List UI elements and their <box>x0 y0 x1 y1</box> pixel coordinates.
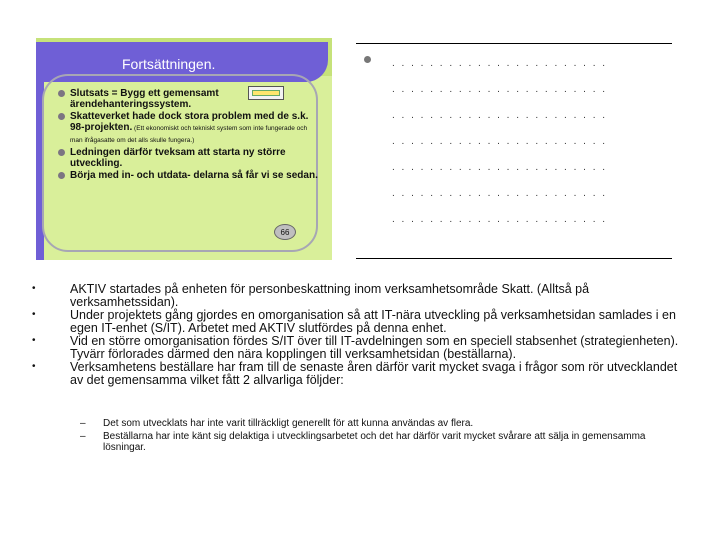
slide-bullet: Skatteverket hade dock stora problem med de s.k. 98-projekten. (Ett ekonomiskt och tekniskt system som inte fungerade och man ifrågasatte om det alls skulle fungera.) <box>58 111 320 146</box>
bullet-dot-icon <box>58 149 65 156</box>
notes-top-rule <box>356 43 672 44</box>
bullet-dot-icon <box>58 90 65 97</box>
notes-line: . . . . . . . . . . . . . . . . . . . . . . . <box>392 110 608 121</box>
bullet-dot-icon <box>58 113 65 120</box>
main-bullet: • Vid en större omorganisation fördes S/IT över till IT-avdelningen som en speciell stabsenhet (strategienheten). Tyvärr förlorades därmed den nära kopplingen till verksamhetsidan (beställarna). <box>32 334 679 361</box>
notes-bottom-rule <box>356 258 672 259</box>
notes-line: . . . . . . . . . . . . . . . . . . . . . . . <box>392 214 608 225</box>
notes-line: . . . . . . . . . . . . . . . . . . . . . . . <box>392 84 608 95</box>
sub-bullet: – Det som utvecklats har inte varit tillräckligt generellt för att kunna användas av flera. <box>80 418 474 429</box>
slide-bullet: Ledningen därför tveksam att starta ny större utveckling. <box>58 147 320 169</box>
notes-line: . . . . . . . . . . . . . . . . . . . . . . . <box>392 188 608 199</box>
slide-bullet: Slutsats = Bygg ett gemensamt ärendehanteringssystem. <box>58 88 320 110</box>
slide-title: Fortsättningen. <box>36 42 328 82</box>
main-bullet: • Under projektets gång gjordes en omorganisation så att IT-nära utveckling på verksamhetsidan samlades i en egen IT-enhet (S/IT). Arbetet med AKTIV slutfördes på denna enhet. <box>32 308 676 335</box>
sub-bullet: – Beställarna har inte känt sig delaktiga i utvecklingsarbetet och det har därför varit mycket svårare att sälja in gemensamma lösningar. <box>80 431 646 453</box>
notes-line: . . . . . . . . . . . . . . . . . . . . . . . <box>392 136 608 147</box>
notes-line: . . . . . . . . . . . . . . . . . . . . . . . <box>392 58 608 69</box>
main-bullet: • AKTIV startades på enheten för personbeskattning inom verksamhetsområde Skatt. (Alltså på verksamhetssidan). <box>32 282 590 309</box>
slide-bullet: Börja med in- och utdata- delarna så får vi se sedan. <box>58 170 320 181</box>
slide-page-number: 66 <box>274 224 296 240</box>
notes-bullet-icon <box>364 56 371 63</box>
slide-bullet-list <box>58 88 320 182</box>
bullet-dot-icon <box>58 172 65 179</box>
notes-line: . . . . . . . . . . . . . . . . . . . . . . . <box>392 162 608 173</box>
notes-lines <box>392 58 607 240</box>
sub-bullet-list <box>80 418 680 455</box>
main-bullet: • Verksamhetens beställare har fram till de senaste åren därför varit mycket svaga i frågor som rör utvecklandet av det gemensamma vilket fått 2 allvarliga följder: <box>32 360 678 387</box>
main-bullet-list <box>32 283 682 387</box>
